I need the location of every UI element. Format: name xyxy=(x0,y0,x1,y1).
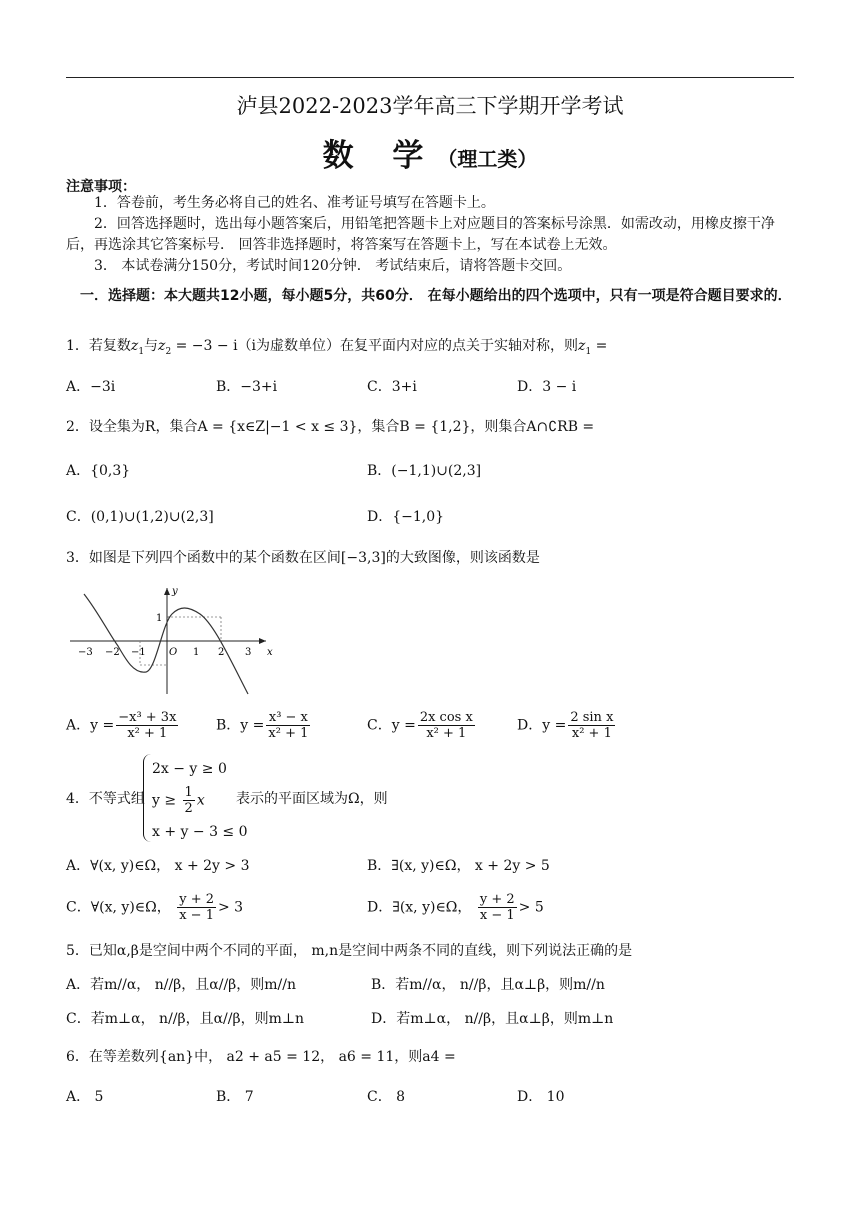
q1-z2-value: = −3 − i xyxy=(175,338,238,354)
q3-opt-b-label: B． xyxy=(216,717,241,734)
q3-opt-d-num: 2 sin x xyxy=(570,710,614,725)
q4-opt-d-pre: D．∃(x, y)∈Ω， xyxy=(367,899,472,916)
q3-opt-d-lhs: y = xyxy=(542,717,567,734)
x-tick-1: 1 xyxy=(193,647,200,658)
top-rule xyxy=(66,77,794,78)
q1-opt-b: B．−3+i xyxy=(216,379,278,395)
q1-stem-c: （i为虚数单位）在复平面内对应的点关于实轴对称，则 xyxy=(237,338,579,354)
q1-opt-a: A．−3i xyxy=(66,379,116,395)
notice-item-2: 2．回答选择题时，选出每小题答案后，用铅笔把答题卡上对应题目的答案标号涂黑．如需改动，用橡皮擦干净后，再选涂其它答案标号． 回答非选择题时，将答案写在答题卡上，写在本试卷上无效。 xyxy=(66,216,775,253)
q4-opt-b: B．∃(x, y)∈Ω， x + 2y > 5 xyxy=(367,858,550,874)
notice-heading: 注意事项： xyxy=(66,179,136,195)
q4-half-var: x xyxy=(196,792,205,809)
x-tick-neg3: −3 xyxy=(78,647,93,658)
subject-note: （理工类） xyxy=(437,147,538,171)
x-axis-label: x xyxy=(267,647,273,658)
q4-ineq-2 xyxy=(152,785,248,817)
q3-opt-a-num: −x³ + 3x xyxy=(118,710,177,725)
x-tick-neg1: −1 xyxy=(131,647,146,658)
q3-opt-a-den: x² + 1 xyxy=(127,726,168,741)
section1-heading: 一．选择题：本大题共12小题，每小题5分，共60分． 在每小题给出的四个选项中，只有一项是符合题目要求的． xyxy=(80,288,792,304)
q2-opt-b: B．(−1,1)∪(2,3] xyxy=(367,463,482,479)
q5-opt-a: A．若m//α， n//β，且α//β，则m//n xyxy=(66,977,296,993)
notice-item-3: 3． 本试卷满分150分，考试时间120分钟． 考试结束后，请将答题卡交回。 xyxy=(94,258,572,274)
notice-item-1: 1．答卷前，考生务必将自己的姓名、准考证号填写在答题卡上。 xyxy=(94,195,495,211)
q3-opt-a-label: A． xyxy=(66,717,91,734)
q6-opt-d: D． 10 xyxy=(517,1089,565,1105)
q3-opt-c-den: x² + 1 xyxy=(426,726,467,741)
q3-opt-d-den: x² + 1 xyxy=(571,726,612,741)
q3-opt-b-lhs: y = xyxy=(240,717,265,734)
q4-system xyxy=(152,754,248,848)
q4-ineq-1: 2x − y ≥ 0 xyxy=(152,761,227,777)
q4-brace xyxy=(143,754,152,842)
q3-opt-a xyxy=(66,710,180,741)
q1-opt-d: D．3 − i xyxy=(517,379,577,395)
q3-opt-c-label: C． xyxy=(367,717,392,734)
q3-opt-d-label: D． xyxy=(517,717,543,734)
q3-opt-c xyxy=(367,710,477,741)
q1-stem: 1．若复数$z_1$与$z_2 = -3 - i(i$为虚数单位）在复平面内对应的点关于实轴对称，则$z_1$ = xyxy=(66,338,608,357)
q4-opt-c-num: y + 2 xyxy=(179,892,214,907)
y-axis-label: y xyxy=(172,586,178,597)
y-tick-1: 1 xyxy=(156,613,163,624)
q4-stem-a: 4．不等式组 xyxy=(66,791,145,807)
subject-name: 数 学 xyxy=(322,138,438,174)
q3-opt-c-lhs: y = xyxy=(391,717,416,734)
q3-opt-b xyxy=(216,710,312,741)
q4-opt-c xyxy=(66,892,243,923)
exam-subject xyxy=(0,130,860,175)
origin-label: O xyxy=(169,647,178,658)
q4-ineq-2-lhs: y ≥ xyxy=(152,792,177,809)
q5-opt-d: D．若m⊥α， n//β，且α⊥β，则m⊥n xyxy=(371,1011,614,1027)
q3-opt-b-den: x² + 1 xyxy=(268,726,309,741)
x-tick-neg2: −2 xyxy=(105,647,120,658)
q5-opt-c: C．若m⊥α， n//β，且α//β，则m⊥n xyxy=(66,1011,305,1027)
q1-stem-a: 1．若复数 xyxy=(66,338,131,354)
q1-opt-c: C．3+i xyxy=(367,379,417,395)
q3-opt-b-num: x³ − x xyxy=(266,710,310,726)
q4-opt-d-num: y + 2 xyxy=(479,892,515,907)
x-tick-2: 2 xyxy=(218,647,225,658)
x-tick-3: 3 xyxy=(245,647,252,658)
y-axis-arrow xyxy=(164,588,170,595)
q3-opt-c-num: 2x cos x xyxy=(419,710,473,725)
q3-function-graph xyxy=(66,584,276,696)
function-curve xyxy=(84,594,248,694)
q2-opt-c: C．(0,1)∪(1,2)∪(2,3] xyxy=(66,509,214,525)
q4-opt-d xyxy=(367,892,544,923)
q6-opt-c: C． 8 xyxy=(367,1089,406,1105)
q5-opt-b: B．若m//α， n//β，且α⊥β，则m//n xyxy=(371,977,605,993)
q4-opt-d-post: > 5 xyxy=(518,899,544,916)
q2-opt-a: A．{0,3} xyxy=(66,463,131,479)
q6-opt-b: B． 7 xyxy=(216,1089,254,1105)
q4-stem-b: 表示的平面区域为Ω，则 xyxy=(236,791,388,807)
q1-stem-b: 与 xyxy=(144,338,159,354)
q4-ineq-3: x + y − 3 ≤ 0 xyxy=(152,823,248,840)
q6-opt-a: A． 5 xyxy=(66,1089,104,1105)
q4-opt-d-den: x − 1 xyxy=(479,908,515,923)
q6-stem: 6．在等差数列{an}中， a2 + a5 = 12， a6 = 11，则a4 = xyxy=(66,1049,456,1065)
q2-stem: 2．设全集为R，集合A = {x∈Z|−1 < x ≤ 3}，集合B = {1,2}，则集合A∩∁RB = xyxy=(66,419,595,435)
q2-opt-d: D．{−1,0} xyxy=(367,509,445,525)
q3-opt-d xyxy=(517,710,617,741)
q3-stem: 3．如图是下列四个函数中的某个函数在区间[−3,3]的大致图像，则该函数是 xyxy=(66,550,540,566)
q4-opt-a: A．∀(x, y)∈Ω， x + 2y > 3 xyxy=(66,858,250,874)
exam-title: 泸县2022-2023学年高三下学期开学考试 xyxy=(236,94,624,118)
q4-opt-c-den: x − 1 xyxy=(179,908,214,923)
q4-half-den: 2 xyxy=(184,801,193,816)
q4-opt-c-post: > 3 xyxy=(218,899,244,916)
q4-half-num: 1 xyxy=(184,785,193,800)
q5-stem: 5．已知α,β是空间中两个不同的平面， m,n是空间中两条不同的直线，则下列说法正确的是 xyxy=(66,943,633,959)
x-axis-arrow xyxy=(259,638,266,644)
q4-opt-c-pre: C．∀(x, y)∈Ω， xyxy=(66,899,171,916)
q3-opt-a-lhs: y = xyxy=(90,717,115,734)
